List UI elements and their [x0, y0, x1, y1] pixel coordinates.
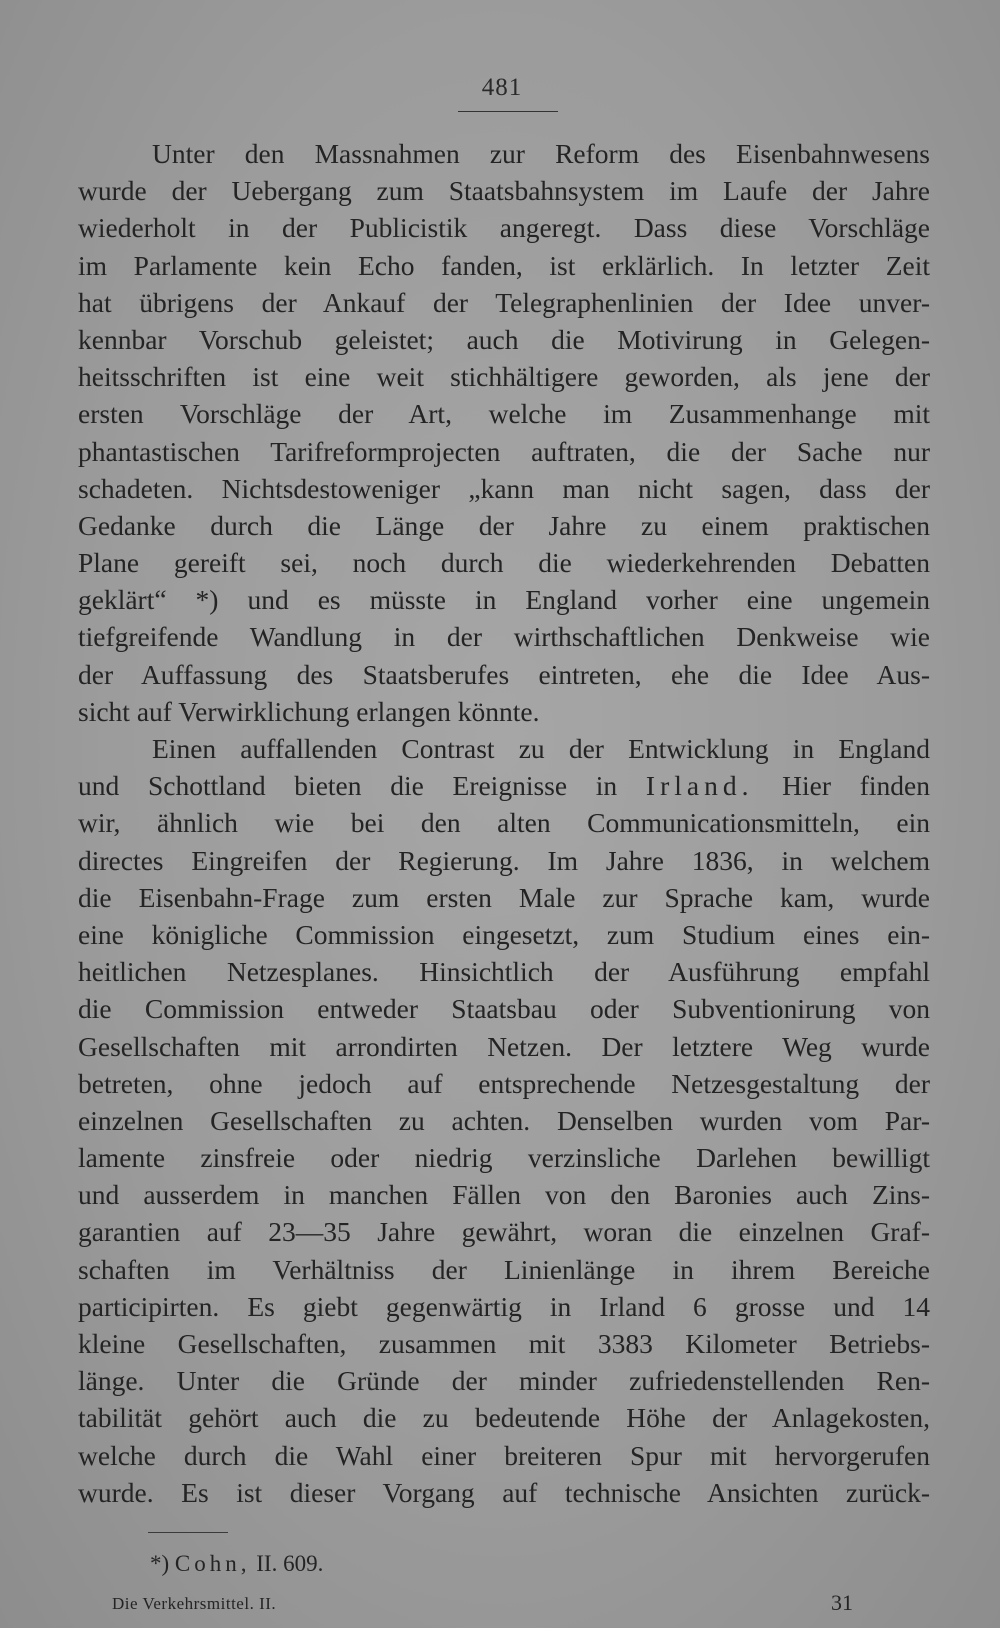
footnote	[150, 1551, 323, 1577]
footnote-author: Cohn,	[174, 1551, 251, 1576]
text-line: Gesellschaften mit arrondirten Netzen. Der letztere Weg wurde	[78, 1030, 930, 1062]
text-line: länge. Unter die Gründe der minder zufriedenstellenden Ren-	[78, 1365, 930, 1397]
signature-number: 31	[831, 1590, 853, 1615]
text-line: schadeten. Nichtsdestoweniger „kann man nicht sagen, dass der	[78, 472, 930, 504]
body-text	[78, 135, 930, 1511]
text-line: und ausserdem in manchen Fällen von den Baronies auch Zins-	[78, 1179, 930, 1211]
text-line-mixed	[78, 767, 930, 804]
text-line: geklärt“ *) und es müsste in England vorher eine ungemein	[78, 584, 930, 616]
text-line: Gedanke durch die Länge der Jahre zu einem praktischen	[78, 509, 930, 541]
text-line: ersten Vorschläge der Art, welche im Zusammenhange mit	[78, 398, 930, 430]
text-line: heitlichen Netzesplanes. Hinsichtlich der Ausführung empfahl	[78, 956, 930, 988]
text-line: phantastischen Tarifreformprojecten auftraten, die der Sache nur	[78, 435, 930, 467]
text-line: die Eisenbahn-Frage zum ersten Male zur Sprache kam, wurde	[78, 881, 930, 913]
text-line: kleine Gesellschaften, zusammen mit 3383 Kilometer Betriebs-	[78, 1328, 930, 1359]
text-line: wir, ähnlich wie bei den alten Communicationsmitteln, ein	[78, 807, 930, 839]
footnote-reference: II. 609.	[256, 1551, 324, 1576]
text-line: betreten, ohne jedoch auf entsprechende Netzesgestaltung der	[78, 1067, 930, 1099]
text-line: directes Eingreifen der Regierung. Im Jahre 1836, in welchem	[78, 844, 930, 876]
text-line: garantien auf 23—35 Jahre gewährt, woran die einzelnen Graf-	[78, 1216, 930, 1248]
text-line: einzelnen Gesellschaften zu achten. Denselben wurden vom Par-	[78, 1104, 930, 1136]
text-line: Einen auffallenden Contrast zu der Entwicklung in England	[152, 733, 930, 764]
text-line: tabilität gehört auch die zu bedeutende Höhe der Anlagekosten,	[78, 1402, 930, 1434]
text-line: kennbar Vorschub geleistet; auch die Motivirung in Gelegen-	[78, 323, 930, 355]
footnote-rule	[148, 1532, 228, 1533]
text-line: welche durch die Wahl einer breiteren Spur mit hervorgerufen	[78, 1439, 930, 1471]
text-line: participirten. Es giebt gegenwärtig in Irland 6 grosse und 14	[78, 1290, 930, 1322]
text-segment: und Schottland bieten die Ereignisse in	[78, 770, 618, 802]
emphasized-word: Irland.	[645, 770, 754, 802]
footnote-marker: *)	[150, 1551, 170, 1576]
text-line: Unter den Massnahmen zur Reform des Eisenbahnwesens	[152, 138, 930, 169]
text-line: Plane gereift sei, noch durch die wiederkehrenden Debatten	[78, 547, 930, 579]
text-segment: Hier finden	[782, 770, 931, 802]
text-line: heitsschriften ist eine weit stichhältigere geworden, als jene der	[78, 361, 930, 393]
text-line: wiederholt in der Publicistik angeregt. Dass diese Vorschläge	[78, 212, 930, 244]
text-line: tiefgreifende Wandlung in der wirthschaftlichen Denkweise wie	[78, 621, 930, 653]
text-line: der Auffassung des Staatsberufes eintreten, ehe die Idee Aus-	[78, 658, 930, 690]
page-number-rule	[458, 111, 558, 112]
text-line: lamente zinsfreie oder niedrig verzinsliche Darlehen bewilligt	[78, 1142, 930, 1174]
text-line: wurde. Es ist dieser Vorgang auf technische Ansichten zurück-	[78, 1476, 930, 1508]
text-line: die Commission entweder Staatsbau oder Subventionirung von	[78, 993, 930, 1025]
text-line: im Parlamente kein Echo fanden, ist erklärlich. In letzter Zeit	[78, 249, 930, 281]
text-line: schaften im Verhältniss der Linienlänge in ihrem Bereiche	[78, 1253, 930, 1285]
text-line: sicht auf Verwirklichung erlangen könnte.	[78, 695, 540, 727]
text-line: eine königliche Commission eingesetzt, zum Studium eines ein-	[78, 918, 930, 950]
text-line: wurde der Uebergang zum Staatsbahnsystem im Laufe der Jahre	[78, 175, 930, 207]
text-line: hat übrigens der Ankauf der Telegraphenlinien der Idee unver-	[78, 286, 930, 318]
page-number: 481	[481, 74, 523, 101]
signature-title: Die Verkehrsmittel. II.	[112, 1594, 277, 1613]
